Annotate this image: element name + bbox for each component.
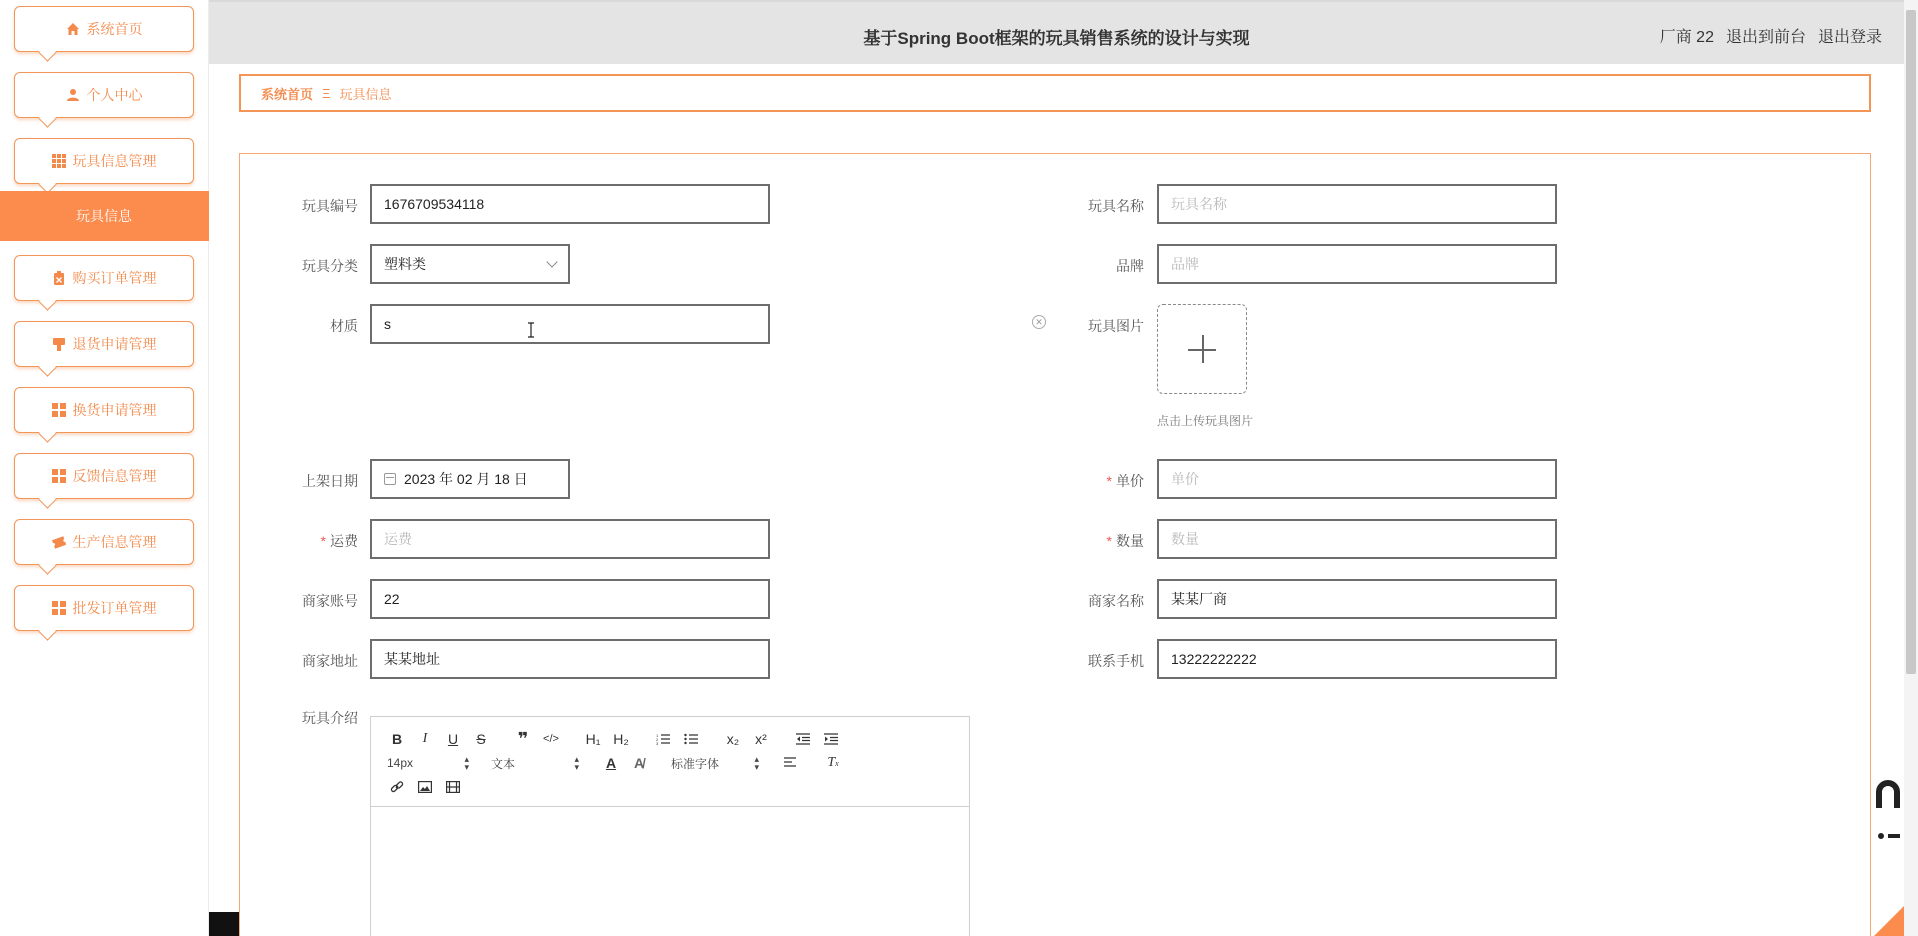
font-family-value: 标准字体 xyxy=(671,756,720,771)
sidebar-item-label: 生产信息管理 xyxy=(72,534,157,550)
video-icon[interactable] xyxy=(439,776,467,798)
underline-icon[interactable]: U xyxy=(447,731,459,747)
breadcrumb-separator: Ξ xyxy=(322,85,331,101)
upload-tip: 点击上传玩具图片 xyxy=(1157,414,1254,428)
listing-date-picker[interactable] xyxy=(370,459,570,499)
image-icon[interactable] xyxy=(411,776,439,798)
chevron-down-icon xyxy=(546,256,557,267)
sidebar xyxy=(0,0,209,936)
material-label: 材质 xyxy=(330,318,358,334)
logout-link[interactable]: 退出登录 xyxy=(1817,29,1882,46)
sidebar-item-exchange-requests[interactable] xyxy=(14,387,194,433)
top-header xyxy=(209,0,1904,64)
bullet-list-icon[interactable] xyxy=(677,728,705,750)
ordered-list-icon[interactable] xyxy=(649,728,677,750)
svg-text:2: 2 xyxy=(656,737,659,742)
sidebar-item-production[interactable] xyxy=(14,519,194,565)
strikethrough-icon[interactable]: S xyxy=(476,731,486,747)
toolbar-row xyxy=(383,775,957,799)
brand-label: 品牌 xyxy=(1116,258,1144,274)
price-label-text: 单价 xyxy=(1116,473,1144,489)
shipping-input[interactable] xyxy=(370,519,770,559)
brand-input[interactable] xyxy=(1157,244,1557,284)
superscript-icon[interactable]: x² xyxy=(755,731,767,747)
page-title: 基于Spring Boot框架的玩具销售系统的设计与实现 xyxy=(863,29,1250,48)
required-mark: * xyxy=(320,533,326,549)
sidebar-item-label: 玩具信息 xyxy=(76,208,132,224)
sidebar-subitem-toy-info[interactable] xyxy=(0,191,209,241)
clipboard-icon xyxy=(52,271,66,285)
text-cursor-icon xyxy=(527,322,535,338)
merchant-address-label: 商家地址 xyxy=(302,653,358,669)
subscript-icon[interactable]: x₂ xyxy=(726,731,740,747)
italic-icon[interactable]: I xyxy=(422,731,428,746)
apps-icon xyxy=(52,469,66,483)
quantity-label-text: 数量 xyxy=(1116,533,1144,549)
toy-no-input[interactable]: 1676709534118 xyxy=(370,184,770,224)
toy-no-label: 玩具编号 xyxy=(302,198,358,214)
scrollbar-thumb[interactable] xyxy=(1906,10,1916,674)
font-family-select[interactable] xyxy=(667,755,763,772)
sidebar-item-label: 退货申请管理 xyxy=(72,336,157,352)
align-icon[interactable] xyxy=(777,752,805,774)
sidebar-item-home[interactable] xyxy=(14,6,194,52)
grid-icon xyxy=(52,154,66,168)
font-color-icon[interactable]: A xyxy=(605,755,617,771)
format-value: 文本 xyxy=(491,756,516,771)
price-input[interactable] xyxy=(1157,459,1557,499)
outdent-icon[interactable] xyxy=(789,728,817,750)
toy-form-panel xyxy=(239,153,1871,936)
heading2-icon[interactable]: H₂ xyxy=(613,731,629,747)
apps-icon xyxy=(52,403,66,417)
merchant-address-input[interactable]: 某某地址 xyxy=(370,639,770,679)
link-icon[interactable] xyxy=(383,776,411,798)
sidebar-item-label: 个人中心 xyxy=(86,87,143,103)
apps-icon xyxy=(52,601,66,615)
clear-format-icon[interactable]: T x xyxy=(827,755,839,770)
indent-icon[interactable] xyxy=(817,728,845,750)
calendar-icon xyxy=(384,473,396,485)
breadcrumb-current: 玩具信息 xyxy=(339,86,392,102)
editor-content-area[interactable] xyxy=(371,807,969,936)
shipping-label xyxy=(238,531,358,551)
listing-date-label: 上架日期 xyxy=(302,473,358,489)
svg-text:1: 1 xyxy=(656,733,659,738)
sidebar-item-label: 换货申请管理 xyxy=(72,402,157,418)
current-user: 厂商 22 xyxy=(1659,29,1714,46)
category-label: 玩具分类 xyxy=(302,258,358,274)
rich-text-editor xyxy=(370,716,970,936)
sidebar-item-profile[interactable] xyxy=(14,72,194,118)
sidebar-item-purchase-orders[interactable] xyxy=(14,255,194,301)
category-select[interactable] xyxy=(370,244,570,284)
toy-image-label: 玩具图片 xyxy=(1088,318,1144,334)
corner-decoration xyxy=(1874,906,1904,936)
format-select[interactable] xyxy=(487,755,583,772)
bold-icon[interactable]: B xyxy=(391,731,403,747)
updown-icon: ▴ ▾ xyxy=(574,754,579,772)
sidebar-item-return-requests[interactable] xyxy=(14,321,194,367)
contact-phone-label: 联系手机 xyxy=(1088,653,1144,669)
sidebar-item-label: 反馈信息管理 xyxy=(72,468,157,484)
shipping-label-text: 运费 xyxy=(330,533,358,549)
merchant-name-input[interactable]: 某某厂商 xyxy=(1157,579,1557,619)
sidebar-item-feedback[interactable] xyxy=(14,453,194,499)
svg-text:3: 3 xyxy=(656,741,659,745)
category-value: 塑料类 xyxy=(384,256,426,272)
sidebar-item-label: 玩具信息管理 xyxy=(72,153,157,169)
user-icon xyxy=(66,88,80,102)
sidebar-item-wholesale-orders[interactable] xyxy=(14,585,194,631)
home-icon xyxy=(66,22,80,36)
sidebar-item-label: 批发订单管理 xyxy=(72,600,157,616)
listing-date-value: 2023 年 02 月 18 日 xyxy=(404,471,528,487)
floating-widget-icon[interactable] xyxy=(1876,778,1902,868)
intro-label: 玩具介绍 xyxy=(302,710,358,726)
heading1-icon[interactable]: H₁ xyxy=(585,731,601,747)
breadcrumb xyxy=(239,74,1871,112)
code-block-icon[interactable]: </> xyxy=(543,733,559,745)
bottom-black-bar xyxy=(209,912,239,936)
merchant-name-label: 商家名称 xyxy=(1088,593,1144,609)
quantity-input[interactable] xyxy=(1157,519,1557,559)
exit-to-front-link[interactable]: 退出到前台 xyxy=(1725,29,1806,46)
breadcrumb-home[interactable]: 系统首页 xyxy=(261,86,314,102)
sidebar-item-toy-management[interactable] xyxy=(14,138,194,184)
ticket-icon xyxy=(52,535,66,549)
page-scrollbar[interactable] xyxy=(1904,0,1918,936)
required-mark: * xyxy=(1106,473,1112,489)
font-size-select[interactable] xyxy=(383,755,473,771)
font-size-value: 14px xyxy=(387,756,414,770)
price-label xyxy=(1024,471,1144,491)
updown-icon: ▴ ▾ xyxy=(464,754,469,772)
stamp-icon xyxy=(52,337,66,351)
sidebar-item-label: 购买订单管理 xyxy=(72,270,157,286)
blockquote-icon[interactable]: ❞ xyxy=(517,728,529,749)
header-actions xyxy=(1660,24,1882,47)
image-upload-plus-icon[interactable] xyxy=(1157,304,1247,394)
contact-phone-input[interactable]: 13222222222 xyxy=(1157,639,1557,679)
merchant-account-label: 商家账号 xyxy=(302,593,358,609)
required-mark: * xyxy=(1106,533,1112,549)
editor-toolbar xyxy=(371,717,969,807)
background-color-icon[interactable]: A̸ xyxy=(633,755,645,771)
clear-icon[interactable]: ✕ xyxy=(1032,315,1046,329)
toolbar-row xyxy=(383,727,957,751)
sidebar-item-label: 系统首页 xyxy=(86,21,143,37)
material-input[interactable]: s xyxy=(370,304,770,344)
toy-name-label: 玩具名称 xyxy=(1088,198,1144,214)
toy-name-input[interactable] xyxy=(1157,184,1557,224)
toolbar-row xyxy=(383,751,957,775)
quantity-label xyxy=(1024,531,1144,551)
merchant-account-input[interactable]: 22 xyxy=(370,579,770,619)
updown-icon: ▴ ▾ xyxy=(754,754,759,772)
